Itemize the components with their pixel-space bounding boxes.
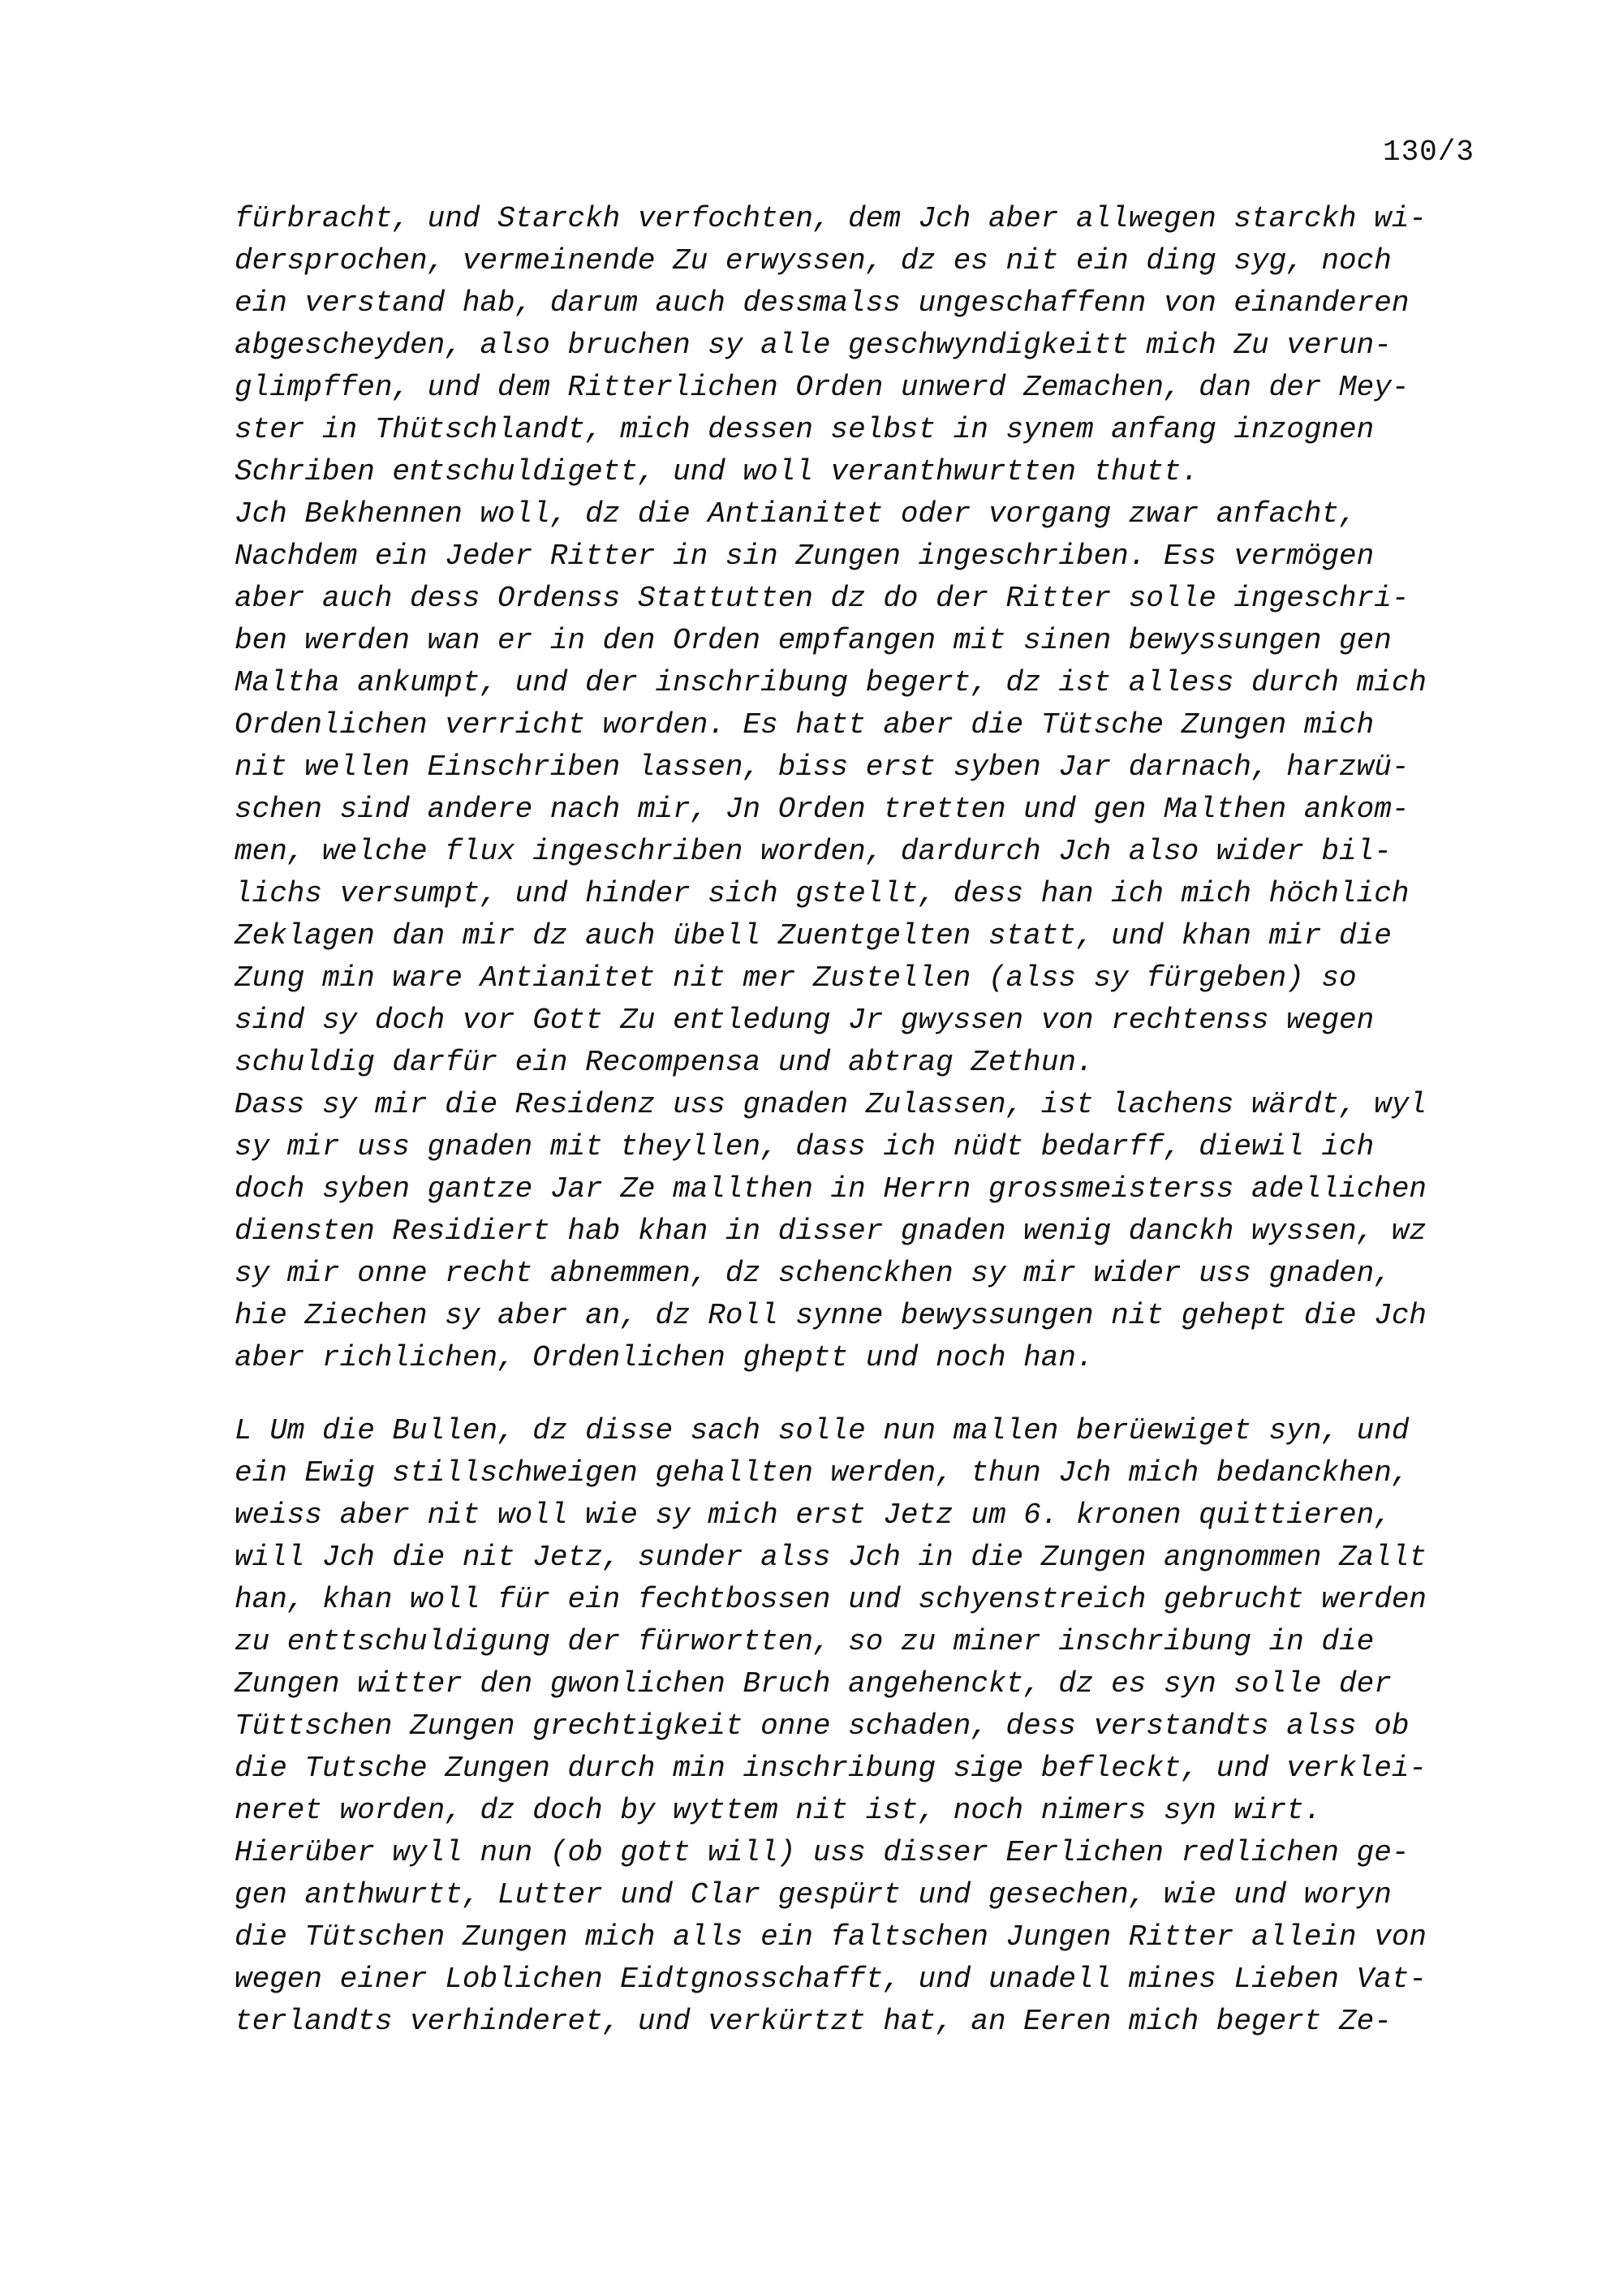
text-line: zu enttschuldigung der fürwortten, so zu miner inschribung in die — [235, 1625, 1375, 1658]
text-line: sind sy doch vor Gott Zu entledung Jr gwyssen von rechtenss wegen — [235, 1004, 1375, 1037]
text-line: L Um die Bullen, dz disse sach solle nun mallen berüewiget syn, und — [235, 1414, 1410, 1447]
text-line: aber richlichen, Ordenlichen gheptt und noch han. — [235, 1341, 1094, 1374]
text-line: die Tutsche Zungen durch min inschribung sige befleckt, und verklei- — [235, 1752, 1427, 1785]
text-line: sy mir uss gnaden mit theyllen, dass ich nüdt bedarff, diewil ich — [235, 1130, 1375, 1163]
text-line: ster in Thütschlandt, mich dessen selbst in synem anfang inzognen — [235, 413, 1375, 446]
text-line: Dass sy mir die Residenz uss gnaden Zulassen, ist lachens wärdt, wyl — [235, 1088, 1427, 1121]
text-line: schuldig darfür ein Recompensa und abtrag Zethun. — [235, 1046, 1094, 1079]
text-line: Maltha ankumpt, und der inschribung begert, dz ist alless durch mich — [235, 666, 1427, 699]
text-line: fürbracht, und Starckh verfochten, dem Jch aber allwegen starckh wi- — [235, 202, 1427, 235]
text-line: ben werden wan er in den Orden empfangen mit sinen bewyssungen gen — [235, 624, 1392, 657]
paragraph — [235, 1410, 1484, 2043]
paragraph — [235, 493, 1484, 1084]
text-line: Hierüber wyll nun (ob gott will) uss disser Eerlichen redlichen ge- — [235, 1836, 1410, 1869]
text-line: schen sind andere nach mir, Jn Orden tretten und gen Malthen ankom- — [235, 793, 1410, 826]
text-line: han, khan woll für ein fechtbossen und schyenstreich gebrucht werden — [235, 1583, 1427, 1616]
text-line: hie Ziechen sy aber an, dz Roll synne bewyssungen nit gehept die Jch — [235, 1299, 1427, 1332]
text-line: Zungen witter den gwonlichen Bruch angehenckt, dz es syn solle der — [235, 1667, 1392, 1701]
text-line: die Tütschen Zungen mich alls ein faltschen Jungen Ritter allein von — [235, 1920, 1427, 1954]
paragraph — [235, 198, 1484, 493]
text-line: nit wellen Einschriben lassen, biss erst syben Jar darnach, harzwü- — [235, 750, 1410, 784]
text-line: Schriben entschuldigett, und woll veranthwurtten thutt. — [235, 455, 1199, 488]
text-line: terlandts verhinderet, und verkürtzt hat, an Eeren mich begert Ze- — [235, 2005, 1392, 2038]
text-line: doch syben gantze Jar Ze mallthen in Herrn grossmeisterss adellichen — [235, 1172, 1427, 1206]
text-line: ein verstand hab, darum auch dessmalss ungeschaffenn von einanderen — [235, 286, 1410, 320]
text-line: neret worden, dz doch by wyttem nit ist, noch nimers syn wirt. — [235, 1794, 1322, 1827]
text-line: ein Ewig stillschweigen gehallten werden, thun Jch mich bedanckhen, — [235, 1456, 1410, 1490]
text-line: men, welche flux ingeschriben worden, dardurch Jch also wider bil- — [235, 835, 1392, 868]
text-line: sy mir onne recht abnemmen, dz schenckhen sy mir wider uss gnaden, — [235, 1257, 1392, 1290]
text-line: Nachdem ein Jeder Ritter in sin Zungen ingeschriben. Ess vermögen — [235, 540, 1375, 573]
text-line: lichs versumpt, und hinder sich gstellt, dess han ich mich höchlich — [235, 877, 1410, 910]
text-line: glimpffen, und dem Ritterlichen Orden unwerd Zemachen, dan der Mey- — [235, 371, 1410, 404]
text-line: abgescheyden, also bruchen sy alle geschwyndigkeitt mich Zu verun- — [235, 329, 1392, 362]
text-line: Zung min ware Antianitet nit mer Zustellen (alss sy fürgeben) so — [235, 961, 1357, 995]
paragraph — [235, 1084, 1484, 1379]
text-line: Jch Bekhennen woll, dz die Antianitet oder vorgang zwar anfacht, — [235, 497, 1357, 531]
text-line: Ordenlichen verricht worden. Es hatt aber die Tütsche Zungen mich — [235, 708, 1375, 742]
text-line: dersprochen, vermeinende Zu erwyssen, dz es nit ein ding syg, noch — [235, 244, 1392, 277]
text-body — [235, 198, 1484, 2043]
text-line: aber auch dess Ordenss Stattutten dz do der Ritter solle ingeschri- — [235, 582, 1410, 615]
paragraph-gap — [235, 1379, 1484, 1410]
text-line: diensten Residiert hab khan in disser gnaden wenig danckh wyssen, wz — [235, 1215, 1427, 1248]
text-line: gen anthwurtt, Lutter und Clar gespürt und gesechen, wie und woryn — [235, 1878, 1392, 1911]
text-line: Tüttschen Zungen grechtigkeit onne schaden, dess verstandts alss ob — [235, 1709, 1410, 1743]
text-line: will Jch die nit Jetz, sunder alss Jch in die Zungen angnommen Zallt — [235, 1541, 1427, 1574]
text-line: Zeklagen dan mir dz auch übell Zuentgelten statt, und khan mir die — [235, 919, 1392, 952]
page-number: 130/3 — [1382, 135, 1474, 169]
text-line: weiss aber nit woll wie sy mich erst Jetz um 6. kronen quittieren, — [235, 1498, 1392, 1532]
text-line: wegen einer Loblichen Eidtgnosschafft, und unadell mines Lieben Vat- — [235, 1963, 1427, 1996]
